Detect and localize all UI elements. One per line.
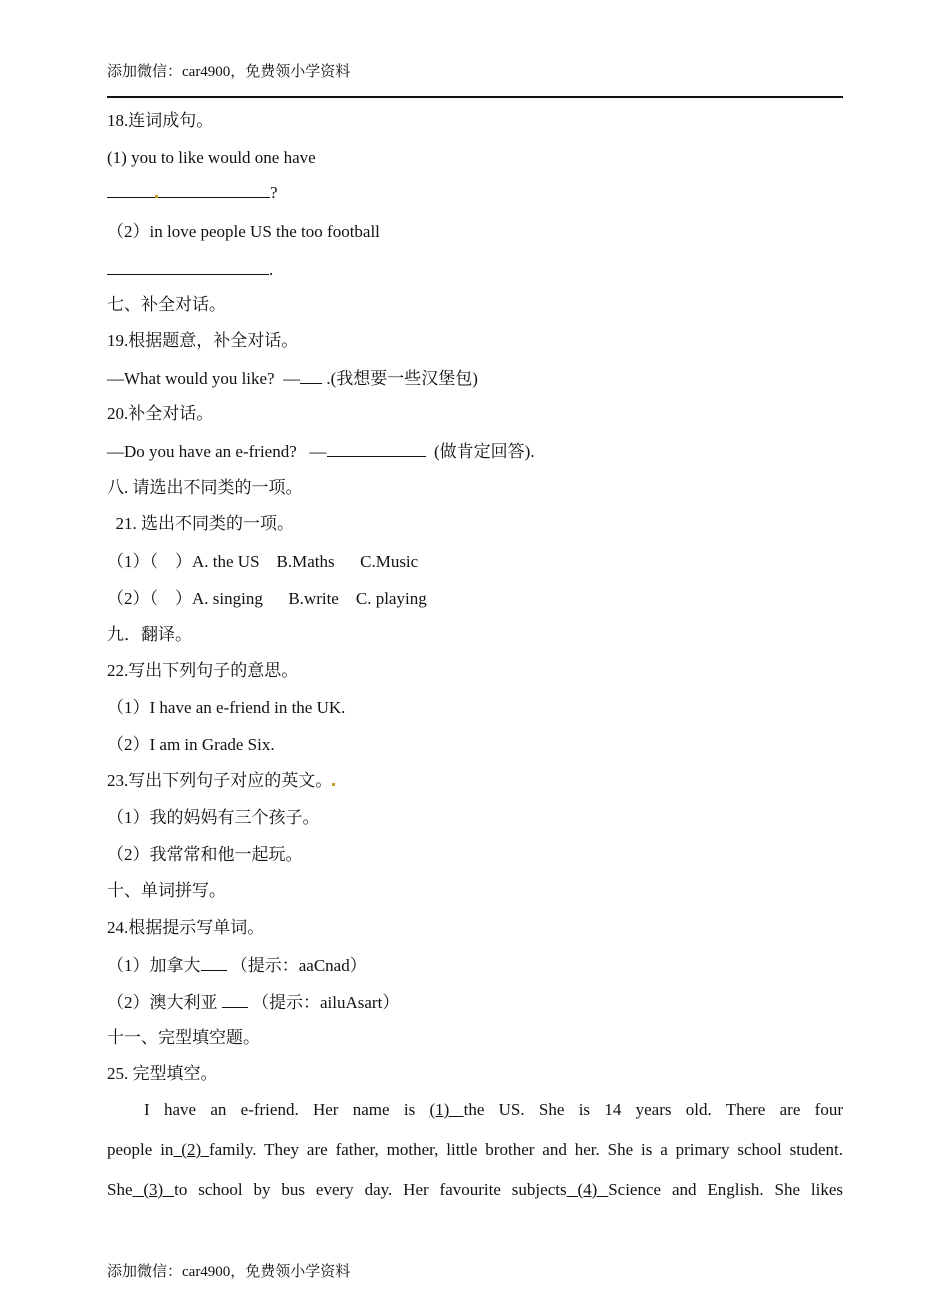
passage-line: I have an e-friend. Her name is (1) the US. She is 14 years old. There are four bbox=[144, 1100, 843, 1119]
q24-line1: （1）加拿大 （提示：aaCnad） bbox=[107, 956, 367, 975]
page-header: 添加微信：car4900，免费领小学资料 bbox=[107, 64, 351, 80]
q20-title: 20.补全对话。 bbox=[107, 404, 214, 423]
answer-blank[interactable] bbox=[201, 954, 227, 971]
punct: . bbox=[269, 260, 274, 279]
q18-title: 18.连词成句。 bbox=[107, 111, 214, 130]
blank-2[interactable]: (2) bbox=[173, 1140, 210, 1159]
punct: ? bbox=[270, 183, 278, 202]
page-footer: 添加微信：car4900，免费领小学资料 bbox=[107, 1264, 351, 1280]
q18-answer2-line[interactable] bbox=[107, 258, 273, 281]
answer-blank[interactable] bbox=[327, 440, 426, 457]
answer-blank[interactable] bbox=[222, 991, 248, 1008]
q23-line2: （2）我常常和他一起玩。 bbox=[107, 845, 303, 864]
q25-title: 25. 完型填空。 bbox=[107, 1064, 218, 1083]
section8-title: 八. 请选出不同类的一项。 bbox=[107, 478, 303, 497]
q22-line1: （1）I have an e-friend in the UK. bbox=[107, 698, 346, 717]
q21-option2: （2）（ ）A. singing B.write C. playing bbox=[107, 589, 427, 608]
passage-line: people in (2) family. They are father, mother, little brother and her. She is a primary school student. bbox=[107, 1140, 843, 1159]
cloze-passage bbox=[107, 1090, 843, 1210]
answer-blank[interactable] bbox=[300, 367, 322, 384]
section9-title: 九．翻译。 bbox=[107, 625, 192, 644]
section11-title: 十一、完型填空题。 bbox=[107, 1028, 260, 1047]
q18-part2: （2）in love people US the too football bbox=[107, 222, 380, 241]
q18-answer1-line[interactable] bbox=[107, 181, 278, 204]
q24-line2: （2）澳大利亚 （提示：ailuAsart） bbox=[107, 993, 400, 1012]
q21-title: 21. 选出不同类的一项。 bbox=[107, 514, 294, 533]
q22-title: 22.写出下列句子的意思。 bbox=[107, 661, 299, 680]
answer-blank[interactable] bbox=[107, 181, 155, 198]
q19-line: —What would you like? — .(我想要一些汉堡包) bbox=[107, 369, 478, 388]
q23-line1: （1）我的妈妈有三个孩子。 bbox=[107, 808, 320, 827]
section10-title: 十、单词拼写。 bbox=[107, 881, 226, 900]
section7-title: 七、补全对话。 bbox=[107, 295, 226, 314]
q23-title-line bbox=[107, 770, 335, 792]
answer-blank[interactable] bbox=[107, 258, 269, 275]
blank-4[interactable]: (4) bbox=[566, 1180, 609, 1199]
decor-dot bbox=[332, 783, 335, 786]
passage-line: She (3) to school by bus every day. Her favourite subjects (4) Science and English. She likes bbox=[107, 1180, 843, 1199]
header-rule bbox=[107, 96, 843, 98]
q22-line2: （2）I am in Grade Six. bbox=[107, 735, 275, 754]
q23-title: 23.写出下列句子对应的英文。 bbox=[107, 771, 333, 790]
q18-part1: (1) you to like would one have bbox=[107, 148, 316, 167]
blank-3[interactable]: (3) bbox=[132, 1180, 175, 1199]
q19-title: 19.根据题意，补全对话。 bbox=[107, 331, 299, 350]
q24-title: 24.根据提示写单词。 bbox=[107, 918, 265, 937]
q20-line: —Do you have an e-friend? — (做肯定回答). bbox=[107, 442, 535, 461]
q21-option1: （1）（ ）A. the US B.Maths C.Music bbox=[107, 552, 419, 571]
answer-blank[interactable] bbox=[158, 181, 270, 198]
blank-1[interactable]: (1) bbox=[429, 1100, 464, 1119]
